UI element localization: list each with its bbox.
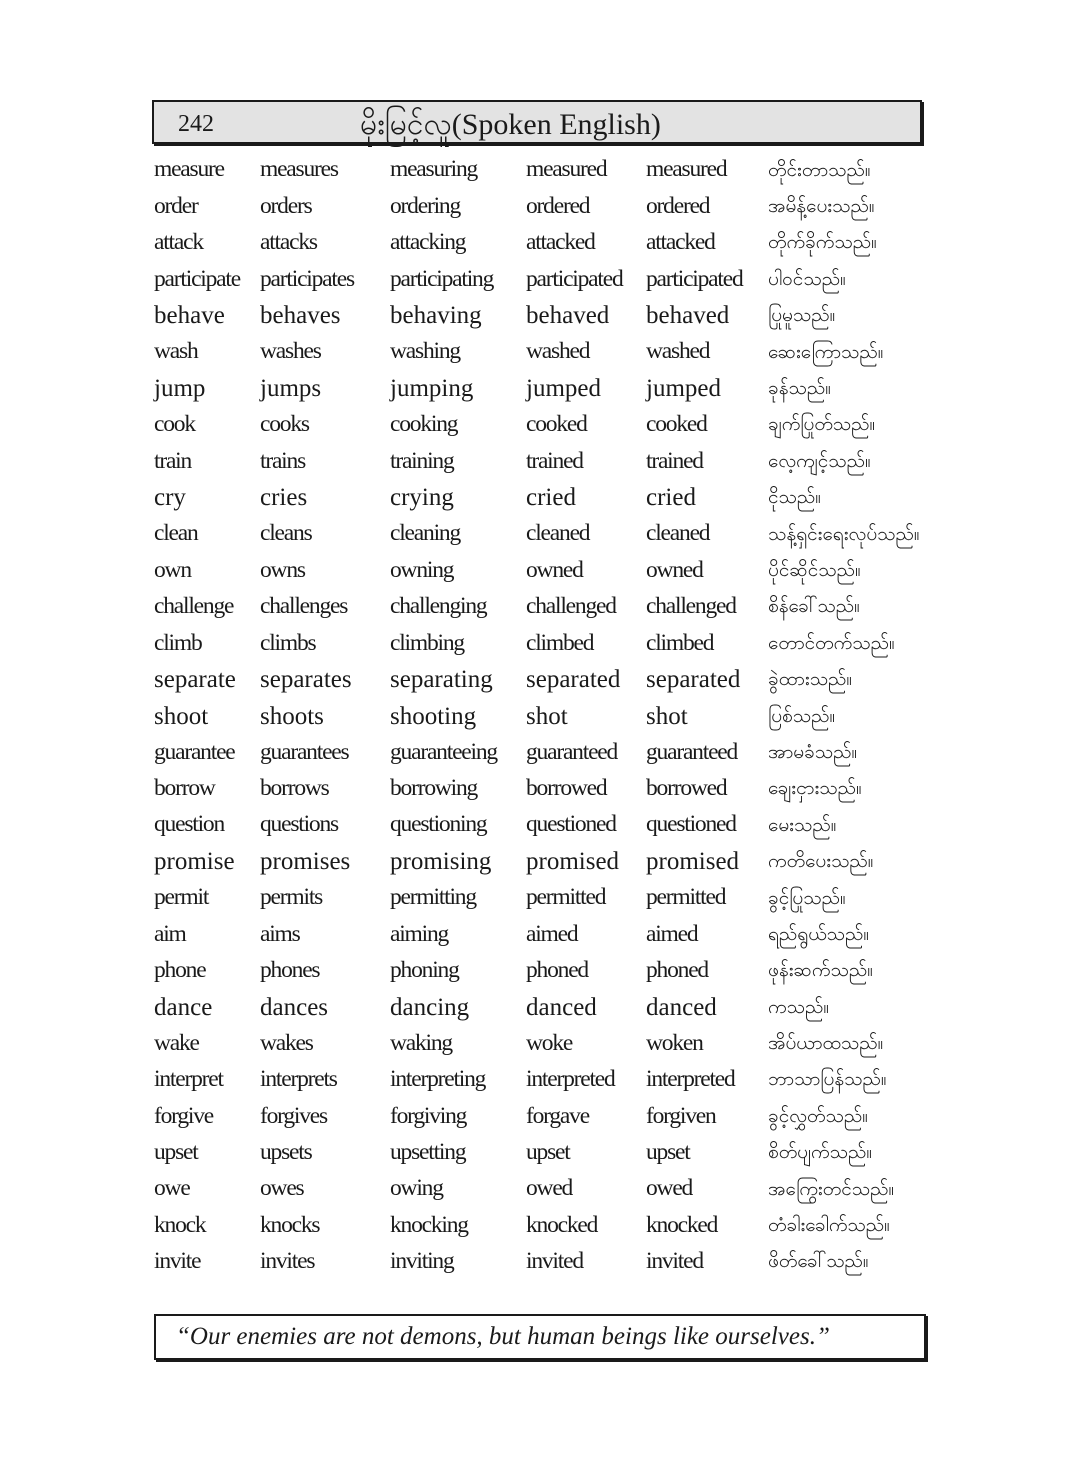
- verb-row: [154, 552, 920, 588]
- past-form: woke: [526, 1029, 573, 1056]
- third-person-form: cooks: [260, 411, 309, 438]
- verb-row: [154, 771, 920, 807]
- third-person-form: washes: [260, 338, 321, 365]
- base-form: train: [154, 447, 192, 474]
- verb-row: [154, 1135, 920, 1171]
- ing-form: separating: [390, 666, 493, 694]
- verb-row: [154, 1062, 920, 1098]
- verb-row: [154, 916, 920, 952]
- ing-form: promising: [390, 848, 492, 876]
- verb-row: [154, 480, 920, 516]
- verb-row: [154, 516, 920, 552]
- base-form: attack: [154, 229, 203, 256]
- past-form: interpreted: [526, 1066, 615, 1093]
- past-participle: behaved: [646, 302, 730, 330]
- third-person-form: shoots: [260, 702, 324, 730]
- verb-forms-table: [154, 152, 920, 1280]
- base-form: phone: [154, 957, 206, 984]
- myanmar-meaning: အာမခံသည်။: [768, 740, 858, 763]
- third-person-form: aims: [260, 920, 300, 947]
- myanmar-meaning: ချေးငှားသည်။: [768, 777, 862, 800]
- verb-row: [154, 589, 920, 625]
- base-form: wake: [154, 1029, 199, 1056]
- past-participle: promised: [646, 848, 740, 876]
- past-form: measured: [526, 156, 607, 183]
- base-form: invite: [154, 1248, 201, 1275]
- verb-row: [154, 152, 920, 188]
- past-form: danced: [526, 993, 597, 1021]
- myanmar-meaning: သန့်ရှင်းရေးလုပ်သည်။: [768, 522, 920, 545]
- ing-form: guaranteeing: [390, 738, 497, 765]
- base-form: participate: [154, 265, 240, 292]
- past-participle: cooked: [646, 411, 707, 438]
- base-form: behave: [154, 302, 225, 330]
- ing-form: shooting: [390, 702, 477, 730]
- ing-form: permitting: [390, 884, 476, 911]
- base-form: separate: [154, 666, 236, 694]
- third-person-form: participates: [260, 265, 354, 292]
- myanmar-meaning: ကတိပေးသည်။: [768, 850, 874, 873]
- verb-row: [154, 1244, 920, 1280]
- base-form: knock: [154, 1211, 206, 1238]
- myanmar-meaning: မေးသည်။: [768, 813, 837, 836]
- verb-row: [154, 334, 920, 370]
- past-form: cooked: [526, 411, 587, 438]
- base-form: wash: [154, 338, 198, 365]
- verb-row: [154, 843, 920, 879]
- past-form: permitted: [526, 884, 606, 911]
- past-participle: ordered: [646, 192, 710, 219]
- base-form: cry: [154, 484, 186, 512]
- third-person-form: trains: [260, 447, 306, 474]
- third-person-form: cleans: [260, 520, 312, 547]
- base-form: owe: [154, 1175, 190, 1202]
- past-participle: owed: [646, 1175, 693, 1202]
- verb-row: [154, 953, 920, 989]
- past-form: shot: [526, 702, 568, 730]
- ing-form: owning: [390, 556, 454, 583]
- ing-form: climbing: [390, 629, 464, 656]
- past-participle: owned: [646, 556, 703, 583]
- third-person-form: jumps: [260, 375, 322, 403]
- ing-form: knocking: [390, 1211, 468, 1238]
- past-form: challenged: [526, 593, 616, 620]
- ing-form: washing: [390, 338, 460, 365]
- myanmar-meaning: ခွင့်ပြုသည်။: [768, 886, 846, 909]
- third-person-form: challenges: [260, 593, 348, 620]
- myanmar-meaning: ရည်ရွယ်သည်။: [768, 922, 870, 945]
- past-participle: trained: [646, 447, 703, 474]
- base-form: upset: [154, 1138, 198, 1165]
- ing-form: ordering: [390, 192, 461, 219]
- verb-row: [154, 1025, 920, 1061]
- myanmar-meaning: စိန်ခေါ်သည်။: [768, 595, 860, 618]
- ing-form: challenging: [390, 593, 487, 620]
- base-form: dance: [154, 993, 213, 1021]
- past-participle: washed: [646, 338, 710, 365]
- past-form: phoned: [526, 957, 588, 984]
- page-number: 242: [178, 111, 214, 137]
- myanmar-meaning: အကြွေးတင်သည်။: [768, 1177, 895, 1200]
- ing-form: jumping: [390, 375, 474, 403]
- myanmar-meaning: ခွင့်လွှတ်သည်။: [768, 1104, 869, 1127]
- ing-form: forgiving: [390, 1102, 467, 1129]
- past-form: knocked: [526, 1211, 598, 1238]
- myanmar-meaning: ပြုမူသည်။: [768, 304, 836, 327]
- past-participle: separated: [646, 666, 741, 694]
- base-form: own: [154, 556, 191, 583]
- quote-box: [154, 1314, 926, 1360]
- past-participle: aimed: [646, 920, 698, 947]
- past-form: attacked: [526, 229, 595, 256]
- myanmar-meaning: တိုင်းတာသည်။: [768, 158, 871, 181]
- myanmar-meaning: တံခါးခေါက်သည်။: [768, 1214, 890, 1237]
- page-header: [152, 100, 922, 144]
- verb-row: [154, 807, 920, 843]
- base-form: jump: [154, 375, 206, 403]
- verb-row: [154, 443, 920, 479]
- past-form: guaranteed: [526, 738, 618, 765]
- past-participle: questioned: [646, 811, 736, 838]
- myanmar-meaning: ချက်ပြုတ်သည်။: [768, 413, 876, 436]
- past-form: separated: [526, 666, 621, 694]
- past-form: aimed: [526, 920, 578, 947]
- base-form: cook: [154, 411, 195, 438]
- myanmar-meaning: ဖိတ်ခေါ်သည်။: [768, 1250, 869, 1273]
- third-person-form: knocks: [260, 1211, 320, 1238]
- base-form: climb: [154, 629, 202, 656]
- ing-form: interpreting: [390, 1066, 486, 1093]
- ing-form: aiming: [390, 920, 449, 947]
- myanmar-meaning: ခုန်သည်။: [768, 377, 832, 400]
- third-person-form: wakes: [260, 1029, 313, 1056]
- myanmar-meaning: တောင်တက်သည်။: [768, 631, 895, 654]
- past-participle: interpreted: [646, 1066, 735, 1093]
- third-person-form: promises: [260, 848, 351, 876]
- past-participle: measured: [646, 156, 727, 183]
- past-form: cried: [526, 484, 576, 512]
- past-form: washed: [526, 338, 590, 365]
- past-form: jumped: [526, 375, 601, 403]
- book-title: မိုးမြင့်လူ(Spoken English): [360, 108, 661, 141]
- past-participle: woken: [646, 1029, 703, 1056]
- past-participle: knocked: [646, 1211, 718, 1238]
- verb-row: [154, 1171, 920, 1207]
- base-form: clean: [154, 520, 198, 547]
- base-form: promise: [154, 848, 235, 876]
- base-form: permit: [154, 884, 209, 911]
- third-person-form: owes: [260, 1175, 304, 1202]
- past-participle: attacked: [646, 229, 715, 256]
- base-form: forgive: [154, 1102, 214, 1129]
- myanmar-meaning: တိုက်ခိုက်သည်။: [768, 231, 877, 254]
- ing-form: questioning: [390, 811, 487, 838]
- base-form: question: [154, 811, 225, 838]
- past-form: participated: [526, 265, 623, 292]
- third-person-form: climbs: [260, 629, 316, 656]
- past-participle: participated: [646, 265, 743, 292]
- past-participle: invited: [646, 1248, 703, 1275]
- verb-row: [154, 661, 920, 697]
- past-participle: climbed: [646, 629, 714, 656]
- past-form: invited: [526, 1248, 583, 1275]
- past-form: forgave: [526, 1102, 589, 1129]
- past-participle: cleaned: [646, 520, 710, 547]
- myanmar-meaning: လေ့ကျင့်သည်။: [768, 449, 871, 472]
- third-person-form: permits: [260, 884, 323, 911]
- ing-form: borrowing: [390, 775, 478, 802]
- verb-row: [154, 880, 920, 916]
- third-person-form: interprets: [260, 1066, 337, 1093]
- past-form: behaved: [526, 302, 610, 330]
- myanmar-meaning: ဆေးကြောသည်။: [768, 340, 884, 363]
- third-person-form: phones: [260, 957, 320, 984]
- past-participle: permitted: [646, 884, 726, 911]
- verb-row: [154, 625, 920, 661]
- verb-row: [154, 989, 920, 1025]
- third-person-form: upsets: [260, 1138, 312, 1165]
- past-participle: guaranteed: [646, 738, 738, 765]
- third-person-form: forgives: [260, 1102, 327, 1129]
- base-form: borrow: [154, 775, 215, 802]
- past-form: borrowed: [526, 775, 607, 802]
- ing-form: crying: [390, 484, 454, 512]
- verb-row: [154, 698, 920, 734]
- base-form: measure: [154, 156, 224, 183]
- third-person-form: separates: [260, 666, 352, 694]
- myanmar-meaning: ပိုင်ဆိုင်သည်။: [768, 558, 861, 581]
- base-form: aim: [154, 920, 186, 947]
- past-form: climbed: [526, 629, 594, 656]
- past-participle: challenged: [646, 593, 736, 620]
- third-person-form: cries: [260, 484, 308, 512]
- past-form: trained: [526, 447, 583, 474]
- myanmar-meaning: ပါဝင်သည်။: [768, 267, 846, 290]
- past-participle: forgiven: [646, 1102, 716, 1129]
- myanmar-meaning: အမိန့်ပေးသည်။: [768, 195, 875, 218]
- past-participle: upset: [646, 1138, 690, 1165]
- ing-form: phoning: [390, 957, 459, 984]
- past-form: upset: [526, 1138, 570, 1165]
- verb-row: [154, 370, 920, 406]
- ing-form: attacking: [390, 229, 466, 256]
- third-person-form: behaves: [260, 302, 341, 330]
- third-person-form: dances: [260, 993, 329, 1021]
- base-form: challenge: [154, 593, 234, 620]
- quote-text: “Our enemies are not demons, but human beings like ourselves.”: [176, 1323, 830, 1350]
- third-person-form: guarantees: [260, 738, 349, 765]
- past-participle: phoned: [646, 957, 708, 984]
- past-form: owned: [526, 556, 583, 583]
- myanmar-meaning: ပြစ်သည်။: [768, 704, 836, 727]
- ing-form: owing: [390, 1175, 443, 1202]
- base-form: interpret: [154, 1066, 223, 1093]
- past-participle: shot: [646, 702, 688, 730]
- past-participle: cried: [646, 484, 696, 512]
- verb-row: [154, 188, 920, 224]
- ing-form: upsetting: [390, 1138, 466, 1165]
- base-form: order: [154, 192, 198, 219]
- verb-row: [154, 1207, 920, 1243]
- past-form: cleaned: [526, 520, 590, 547]
- past-form: owed: [526, 1175, 573, 1202]
- ing-form: dancing: [390, 993, 470, 1021]
- myanmar-meaning: စိတ်ပျက်သည်။: [768, 1141, 873, 1164]
- ing-form: training: [390, 447, 454, 474]
- verb-row: [154, 407, 920, 443]
- third-person-form: questions: [260, 811, 338, 838]
- verb-row: [154, 298, 920, 334]
- ing-form: measuring: [390, 156, 478, 183]
- myanmar-meaning: အိပ်ယာထသည်။: [768, 1032, 884, 1055]
- past-form: questioned: [526, 811, 616, 838]
- ing-form: inviting: [390, 1248, 454, 1275]
- ing-form: cleaning: [390, 520, 460, 547]
- third-person-form: orders: [260, 192, 312, 219]
- past-form: ordered: [526, 192, 590, 219]
- myanmar-meaning: ဘာသာပြန်သည်။: [768, 1068, 887, 1091]
- myanmar-meaning: ခွဲထားသည်။: [768, 668, 853, 691]
- ing-form: participating: [390, 265, 494, 292]
- base-form: guarantee: [154, 738, 235, 765]
- past-form: promised: [526, 848, 620, 876]
- past-participle: borrowed: [646, 775, 727, 802]
- third-person-form: measures: [260, 156, 338, 183]
- verb-row: [154, 225, 920, 261]
- myanmar-meaning: ကသည်။: [768, 995, 830, 1018]
- past-participle: danced: [646, 993, 717, 1021]
- myanmar-meaning: ငိုသည်။: [768, 486, 822, 509]
- ing-form: behaving: [390, 302, 482, 330]
- ing-form: waking: [390, 1029, 452, 1056]
- third-person-form: borrows: [260, 775, 329, 802]
- base-form: shoot: [154, 702, 209, 730]
- third-person-form: attacks: [260, 229, 317, 256]
- verb-row: [154, 734, 920, 770]
- third-person-form: invites: [260, 1248, 315, 1275]
- verb-row: [154, 1098, 920, 1134]
- myanmar-meaning: ဖုန်းဆက်သည်။: [768, 959, 873, 982]
- past-participle: jumped: [646, 375, 721, 403]
- third-person-form: owns: [260, 556, 305, 583]
- ing-form: cooking: [390, 411, 458, 438]
- verb-row: [154, 261, 920, 297]
